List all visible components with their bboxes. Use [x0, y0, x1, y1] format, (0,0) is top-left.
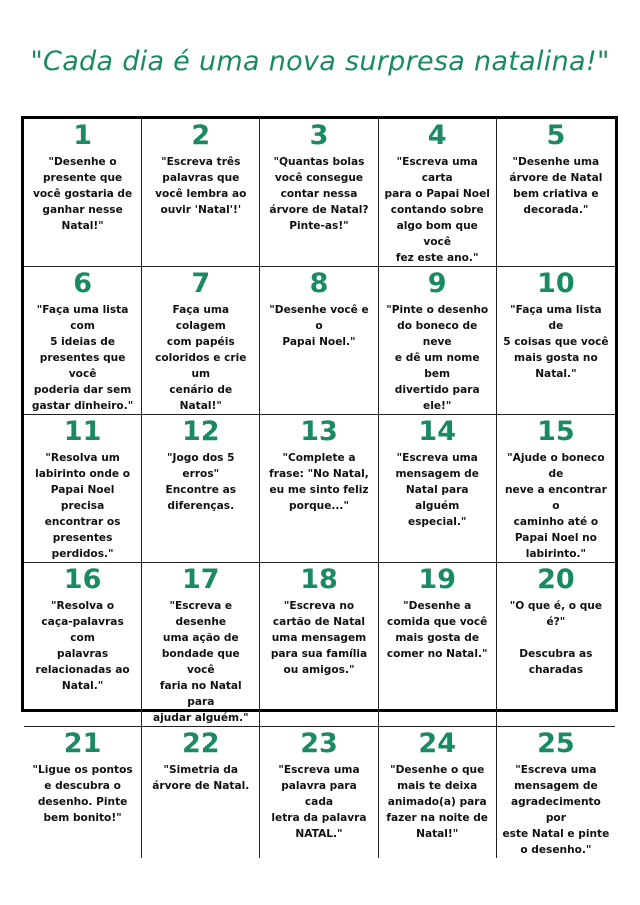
day-number: 17 [182, 564, 220, 595]
day-cell-23 [260, 727, 378, 858]
day-number: 11 [63, 416, 102, 447]
day-activity: "Complete a frase: "No Natal, eu me sinto feliz porque..." [269, 452, 369, 512]
day-number: 10 [537, 268, 575, 299]
day-activity: "Desenhe o que mais te deixa animado(a) para fazer na noite de Natal!" [386, 764, 488, 840]
day-cell-3 [260, 119, 378, 267]
day-number: 5 [546, 120, 566, 151]
day-number: 4 [427, 120, 447, 151]
day-number: 12 [182, 416, 220, 447]
day-number: 2 [191, 120, 211, 151]
day-cell-18 [260, 563, 378, 727]
day-number: 8 [309, 268, 329, 299]
day-number: 3 [309, 120, 329, 151]
day-number: 25 [537, 728, 575, 759]
day-activity: "Pinte o desenho do boneco de neve e dê um nome bem divertido para ele!" [386, 304, 489, 412]
day-cell-12 [142, 415, 260, 563]
day-cell-7 [142, 267, 260, 415]
day-activity: "Desenhe a comida que você mais gosta de comer no Natal." [386, 600, 488, 660]
day-activity: "Resolva um labirinto onde o Papai Noel precisa encontrar os presentes perdidos." [35, 452, 131, 560]
day-number: 23 [300, 728, 338, 759]
day-number: 1 [73, 120, 92, 151]
day-cell-5 [497, 119, 615, 267]
day-number: 20 [537, 564, 575, 595]
day-number: 21 [63, 728, 102, 759]
day-cell-10 [497, 267, 615, 415]
day-activity: "Desenhe você e o Papai Noel." [269, 304, 369, 348]
day-number: 16 [63, 564, 102, 595]
day-activity: "Escreva uma carta para o Papai Noel contando sobre algo bom que você fez este ano." [384, 156, 490, 264]
day-cell-8 [260, 267, 378, 415]
day-cell-25 [497, 727, 615, 858]
day-number: 19 [418, 564, 456, 595]
day-number: 15 [537, 416, 575, 447]
page-title: "Cada dia é uma nova surpresa natalina!" [30, 46, 610, 77]
day-cell-24 [379, 727, 497, 858]
day-cell-15 [497, 415, 615, 563]
day-cell-6 [24, 267, 142, 415]
day-cell-4 [379, 119, 497, 267]
day-activity: "Escreva uma palavra para cada letra da palavra NATAL." [271, 764, 367, 840]
day-cell-22 [142, 727, 260, 858]
day-cell-14 [379, 415, 497, 563]
day-activity: "Desenhe uma árvore de Natal bem criativa e decorada." [509, 156, 603, 216]
day-number: 24 [418, 728, 456, 759]
day-activity: "Resolva o caça-palavras com palavras relacionadas ao Natal." [35, 600, 130, 692]
day-cell-13 [260, 415, 378, 563]
day-cell-21 [24, 727, 142, 858]
day-cell-1 [24, 119, 142, 267]
day-activity: Faça uma colagem com papéis coloridos e crie um cenário de Natal!" [155, 304, 247, 412]
day-activity: "Simetria da árvore de Natal. [152, 764, 250, 792]
day-activity: "Escreva uma mensagem de Natal para alguém especial." [395, 452, 479, 528]
day-activity: "Escreva três palavras que você lembra ao ouvir 'Natal'!' [155, 156, 247, 216]
day-activity: "O que é, o que é?" Descubra as charadas [509, 600, 603, 676]
day-number: 18 [300, 564, 338, 595]
day-activity: "Faça uma lista de 5 coisas que você mais gosta no Natal." [503, 304, 609, 380]
day-cell-19 [379, 563, 497, 727]
day-activity: "Escreva no cartão de Natal uma mensagem para sua família ou amigos." [270, 600, 368, 676]
day-cell-20 [497, 563, 615, 727]
day-number: 14 [418, 416, 456, 447]
day-number: 6 [73, 268, 92, 299]
day-number: 13 [300, 416, 338, 447]
day-number: 22 [182, 728, 220, 759]
day-activity: "Quantas bolas você consegue contar nessa árvore de Natal? Pinte-as!" [269, 156, 369, 232]
day-activity: "Desenhe o presente que você gostaria de ganhar nesse Natal!" [33, 156, 133, 232]
day-number: 9 [427, 268, 447, 299]
advent-calendar-grid [21, 116, 618, 856]
day-cell-17 [142, 563, 260, 727]
day-cell-2 [142, 119, 260, 267]
day-number: 7 [191, 268, 211, 299]
day-activity: "Escreva e desenhe uma ação de bondade que você faria no Natal para ajudar alguém." [152, 600, 249, 724]
day-activity: "Ligue os pontos e descubra o desenho. Pinte bem bonito!" [32, 764, 133, 824]
day-cell-11 [24, 415, 142, 563]
day-activity: "Ajude o boneco de neve a encontrar o caminho até o Papai Noel no labirinto." [504, 452, 607, 560]
day-activity: "Faça uma lista com 5 ideias de presentes que você poderia dar sem gastar dinheiro." [31, 304, 134, 412]
day-activity: "Escreva uma mensagem de agradecimento por este Natal e pinte o desenho." [502, 764, 610, 856]
day-cell-9 [379, 267, 497, 415]
day-activity: "Jogo dos 5 erros" Encontre as diferenças. [165, 452, 237, 512]
day-cell-16 [24, 563, 142, 727]
